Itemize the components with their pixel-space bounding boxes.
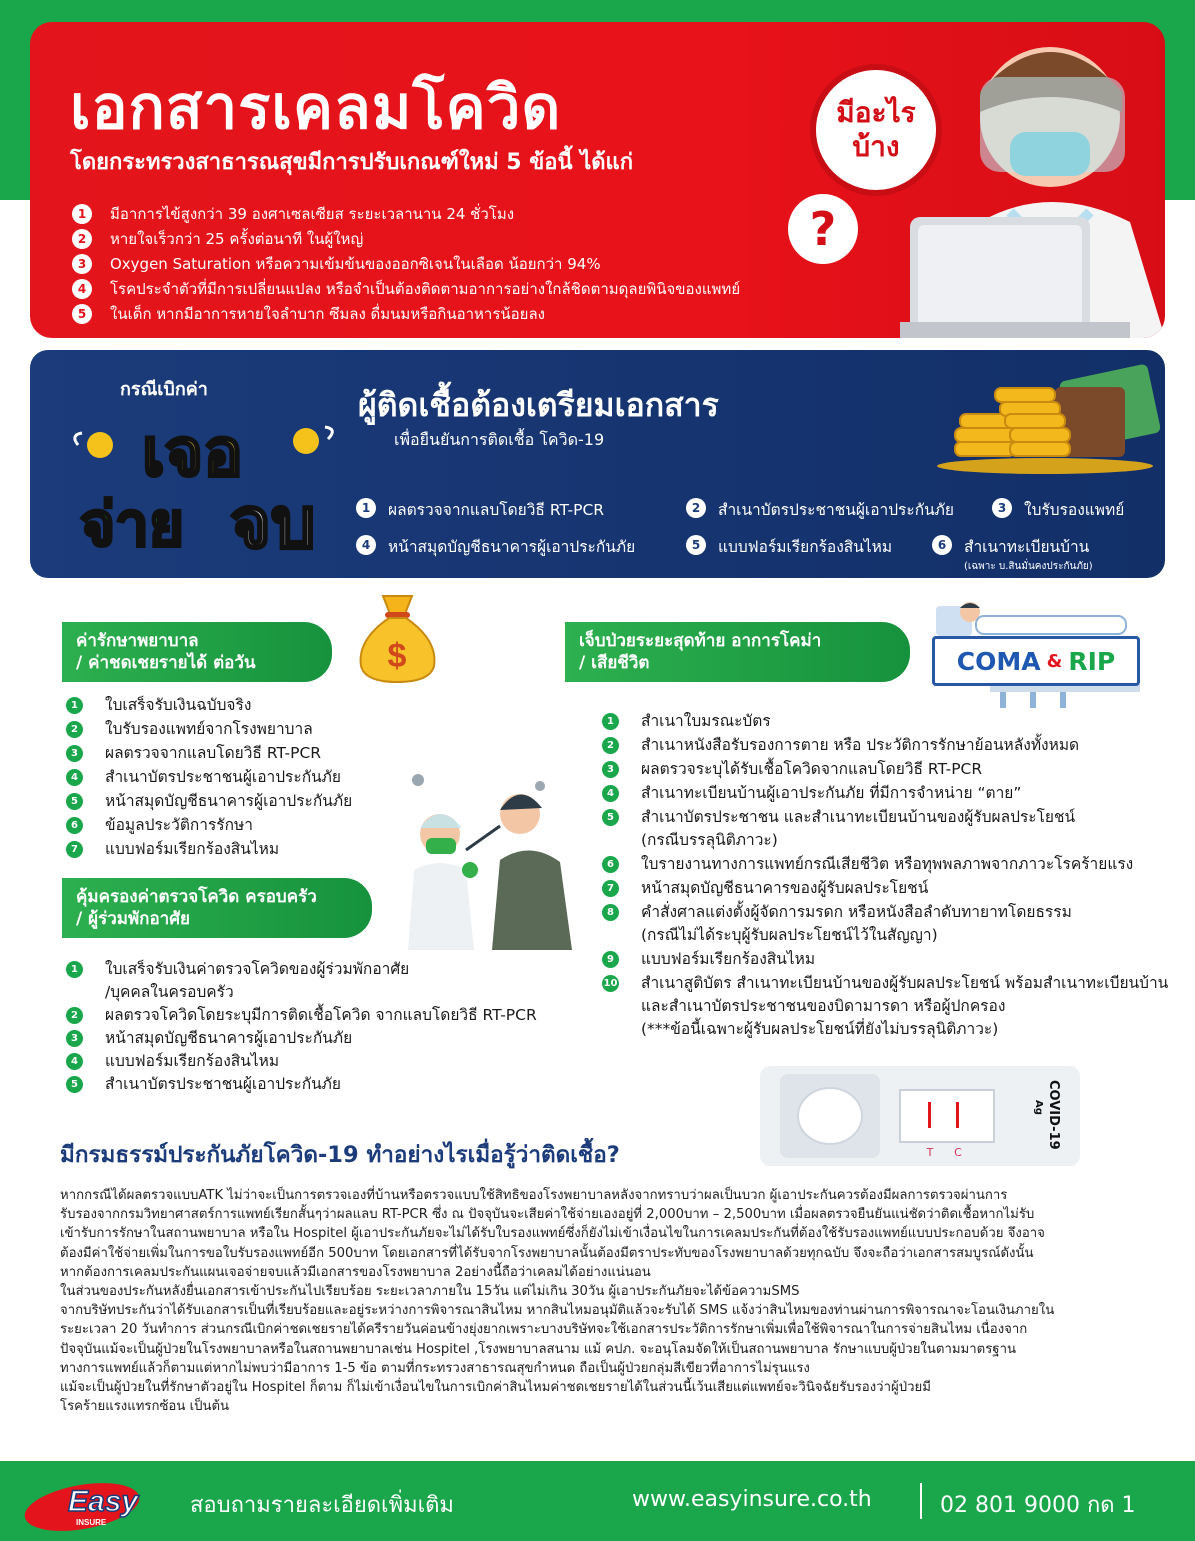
- number-badge: 1: [66, 961, 83, 978]
- item-text-block: [105, 1004, 537, 1027]
- item-text-cont: และสำเนาบัตรประชาชนของบิดามารดา หรือผู้ปกครอง: [641, 997, 1006, 1015]
- number-badge: 5: [602, 809, 619, 826]
- article-line: ต้องมีค่าใช้จ่ายเพิ่มในการขอใบรับรองแพทย์อีก 500บาท โดยเอกสารที่ได้รับจากโรงพยาบาลนั้นต้องมีตราประทับของโรงพยาบาลด้วยทุกฉบับ จึงจะถือว่าเอกสารสมบูรณ์ดังนั้น: [60, 1245, 1034, 1261]
- support-agent-illustration: [860, 22, 1165, 338]
- hospital-heading: ค่ารักษาพยาบาล / ค่าชดเชยรายได้ ต่อวัน: [62, 622, 332, 682]
- terminal-list: [602, 710, 1168, 1042]
- hospital-item: [66, 790, 352, 813]
- money-bag-icon: [355, 590, 440, 685]
- number-badge: 6: [602, 856, 619, 873]
- number-badge: 3: [602, 761, 619, 778]
- terminal-item: [602, 901, 1168, 947]
- number-badge: 1: [66, 697, 83, 714]
- logo-easy: Easy: [68, 1485, 139, 1518]
- item-text: คำสั่งศาลแต่งตั้งผู้จัดการมรดก หรือหนังสือลำดับทายาทโดยธรรม: [641, 903, 1072, 921]
- item-text-block: [105, 742, 321, 765]
- logo-job: จบ: [230, 484, 316, 555]
- item-text-block: [641, 877, 928, 900]
- terminal-heading: เจ็บป่วยระยะสุดท้าย อาการโคม่า / เสียชีวิต: [565, 622, 910, 682]
- criteria-text: ในเด็ก หากมีอาการหายใจลำบาก ซึมลง ดื่มนมหรือกินอาหารน้อยลง: [110, 305, 545, 323]
- item-text: ผลตรวจจากแลบโดยวิธี RT-PCR: [105, 744, 322, 762]
- atk-c: C: [954, 1146, 962, 1159]
- item-text-cont: (กรณีไม่ได้ระบุผู้รับผลประโยชน์ไว้ในสัญญา): [641, 926, 938, 944]
- item-text-block: [641, 734, 1079, 757]
- criteria-item: [72, 252, 740, 276]
- number-badge: 4: [72, 279, 92, 299]
- item-text-block: [641, 758, 982, 781]
- item-text-block: [105, 814, 253, 837]
- item-text-cont: /บุคคลในครอบครัว: [105, 983, 234, 1001]
- item-text: แบบฟอร์มเรียกร้องสินไหม: [641, 950, 816, 968]
- number-badge: 3: [66, 745, 83, 762]
- coma-rip-badge: COMA & RIP: [932, 636, 1140, 686]
- article-line: หากต้องการเคลมประกันแผนเจอจ่ายจบแล้วมีเอกสารของโรงพยาบาล 2อย่างนี้ถือว่าเคลมได้อย่างแน่นอน: [60, 1264, 651, 1280]
- atk-label2: Ag: [1033, 1100, 1044, 1115]
- svg-text:$: $: [387, 637, 407, 675]
- criteria-item: [72, 302, 740, 326]
- easy-insure-logo: [20, 1469, 170, 1535]
- infected-doc-1: 1 ผลตรวจจากแลบโดยวิธี RT-PCR: [356, 497, 604, 522]
- number-badge: 7: [602, 880, 619, 897]
- item-text-block: [641, 806, 1075, 852]
- phone-link[interactable]: 02 801 9000 กด 1: [940, 1493, 1136, 1518]
- number-badge: 8: [602, 904, 619, 921]
- family-item: [66, 1004, 537, 1027]
- article-line: เข้ารับการรักษาในสถานพยาบาล หรือใน Hospitel ผู้เอาประกันภัยจะไม่ได้รับใบรองแพทย์ซึ่งก็ยังไม่เข้าเงื่อนไขในการเคลมประกันที่ต้องใช้รับรองแพทย์แบบประกอบด้วย จึงอาจ: [60, 1226, 1045, 1242]
- number-badge: 5: [66, 793, 83, 810]
- article-line: ปัจจุบันแม้จะเป็นผู้ป่วยในโรงพยาบาลหรือในสถานพยาบาลเช่น Hospitel ,โรงพยาบาลสนาม แม้ คปภ. จะอนุโลมจัดให้เป็นสถานพยาบาล รักษาแบบผู้ป่วยในตามมาตรฐาน: [60, 1341, 1016, 1357]
- number-badge: 2: [66, 721, 83, 738]
- item-text: ใบเสร็จรับเงินค่าตรวจโควิดของผู้ร่วมพักอาศัย: [105, 960, 410, 978]
- atk-test-kit-illustration: [760, 1066, 1080, 1166]
- item-text: ใบรายงานทางการแพทย์กรณีเสียชีวิต หรือทุพพลภาพจากภาวะโรคร้ายแรง: [641, 855, 1134, 873]
- item-text: สำเนาบัตรประชาชนผู้เอาประกันภัย: [105, 768, 341, 786]
- item-text: หน้าสมุดบัญชีธนาคารผู้เอาประกันภัย: [105, 1029, 353, 1047]
- terminal-item: [602, 710, 1168, 733]
- item-text-block: [105, 718, 313, 741]
- criteria-text: Oxygen Saturation หรือความเข้มข้นของออกซิเจนในเลือด น้อยกว่า 94%: [110, 255, 601, 273]
- bubble-text: มีอะไรบ้าง: [836, 96, 916, 163]
- item-text-block: [641, 710, 771, 733]
- infected-docs-panel: [30, 350, 1165, 578]
- item-text: สำเนาหนังสือรับรองการตาย หรือ ประวัติการรักษาย้อนหลังทั้งหมด: [641, 736, 1080, 754]
- number-badge: 6: [66, 817, 83, 834]
- family-item: [66, 1027, 537, 1050]
- infected-doc-3: 3 ใบรับรองแพทย์: [992, 497, 1124, 522]
- terminal-item: [602, 948, 1168, 971]
- family-item: [66, 1073, 537, 1096]
- logo-insure: INSURE: [76, 1518, 107, 1527]
- item-text-block: [105, 790, 352, 813]
- criteria-item: [72, 202, 740, 226]
- item-text-block: [105, 838, 279, 861]
- atk-t: T: [926, 1146, 934, 1159]
- item-text: หน้าสมุดบัญชีธนาคารผู้เอาประกันภัย: [105, 792, 353, 810]
- article-line: จากบริษัทประกันว่าได้รับเอกสารเป็นที่เรียบร้อยและอยู่ระหว่างการพิจารณาสินไหม หากสินไหมอนุมัติแล้วจะรับได้ SMS แจ้งว่าสินไหมของท่านผ่านการพิจารณาจะโอนเงินภายใน: [60, 1303, 1055, 1319]
- coins-money-illustration: [935, 362, 1160, 477]
- infected-doc-2: 2 สำเนาบัตรประชาชนผู้เอาประกันภัย: [686, 497, 954, 522]
- number-badge: 5: [72, 304, 92, 324]
- item-text-block: [641, 782, 1021, 805]
- criteria-text: หายใจเร็วกว่า 25 ครั้งต่อนาที ในผู้ใหญ่: [110, 230, 364, 248]
- criteria-item: [72, 277, 740, 301]
- article-line: หากกรณีได้ผลตรวจแบบATK ไม่ว่าจะเป็นการตรวจเองที่บ้านหรือตรวจแบบใช้สิทธิของโรงพยาบาลหลังจากทราบว่าผลเป็นบวก ผู้เอาประกันควรต้องมีผลการตรวจผ่านการ: [60, 1188, 1008, 1203]
- terminal-item: [602, 758, 1168, 781]
- number-badge: 1: [72, 204, 92, 224]
- item-text: ผลตรวจโควิดโดยระบุมีการติดเชื้อโควิด จากแลบโดยวิธี RT-PCR: [105, 1006, 537, 1024]
- criteria-list: [72, 202, 740, 327]
- covid-swab-test-illustration: [400, 770, 580, 950]
- item-text-block: [105, 694, 251, 717]
- terminal-item: [602, 853, 1168, 876]
- number-badge: 10: [602, 975, 619, 992]
- family-item: [66, 1050, 537, 1073]
- criteria-text: มีอาการไข้สูงกว่า 39 องศาเซลเซียส ระยะเวลานาน 24 ชั่วโมง: [110, 205, 515, 223]
- infected-doc-5: 5 แบบฟอร์มเรียกร้องสินไหม: [686, 534, 892, 559]
- number-badge: 2: [602, 737, 619, 754]
- question-mark-icon: ?: [788, 194, 858, 264]
- item-text: ผลตรวจระบุได้รับเชื้อโควิดจากแลบโดยวิธี RT-PCR: [641, 760, 983, 778]
- family-heading: คุ้มครองค่าตรวจโควิด ครอบครัว / ผู้ร่วมพักอาศัย: [62, 878, 372, 938]
- article-title: มีกรมธรรม์ประกันภัยโควิด-19 ทำอย่างไรเมื่อรู้ว่าติดเชื้อ?: [60, 1142, 620, 1168]
- item-text: ใบรับรองแพทย์จากโรงพยาบาล: [105, 720, 313, 738]
- item-text: ใบเสร็จรับเงินฉบับจริง: [105, 696, 252, 714]
- number-badge: 4: [602, 785, 619, 802]
- number-badge: 5: [66, 1076, 83, 1093]
- hospital-item: [66, 718, 352, 741]
- hospital-item: [66, 814, 352, 837]
- number-badge: 2: [72, 229, 92, 249]
- item-text-cont: (กรณีบรรลุนิติภาวะ): [641, 831, 778, 849]
- hospital-item: [66, 742, 352, 765]
- criteria-panel: [30, 22, 1165, 338]
- article-line: ทางการแพทย์แล้วก็ตามแต่หากไม่พบว่ามีอาการ 1-5 ข้อ ตามที่กระทรวงสาธารณสุขกำหนด ถือเป็นผู้ป่วยกลุ่มสีเขียวที่อาการไม่รุนแรง: [60, 1360, 810, 1376]
- terminal-item: [602, 734, 1168, 757]
- number-badge: 2: [66, 1007, 83, 1024]
- item-text: สำเนาบัตรประชาชนผู้เอาประกันภัย: [105, 1075, 341, 1093]
- atk-label1: COVID-19: [1046, 1080, 1061, 1150]
- infected-subtitle: เพื่อยืนยันการติดเชื้อ โควิด-19: [394, 430, 605, 449]
- case-label: กรณีเบิกค่า: [120, 379, 208, 400]
- item-text-block: [105, 958, 409, 1004]
- number-badge: 3: [72, 254, 92, 274]
- number-badge: 9: [602, 951, 619, 968]
- item-text-block: [105, 1050, 279, 1073]
- logo-jai: จ่าย: [80, 491, 185, 555]
- article-line: โรคร้ายแรงแทรกซ้อน เป็นต้น: [60, 1399, 230, 1415]
- article-line: แม้จะเป็นผู้ป่วยในที่รักษาตัวอยู่ใน Hospitel ก็ตาม ก็ไม่เข้าเงื่อนไขในการเบิกค่าสินไหมค่าชดเชยรายได้ในส่วนนี้เว้นเสียแต่แพทย์จะวินิจฉัยรับรองว่าผู้ป่วยมี: [60, 1380, 931, 1396]
- infected-title: ผู้ติดเชื้อต้องเตรียมเอกสาร: [358, 386, 719, 424]
- terminal-item: [602, 782, 1168, 805]
- item-text: หน้าสมุดบัญชีธนาคารของผู้รับผลประโยชน์: [641, 879, 929, 897]
- terminal-item: [602, 972, 1168, 1041]
- number-badge: 3: [66, 1030, 83, 1047]
- hospital-list: [66, 694, 352, 862]
- hospital-item: [66, 838, 352, 861]
- terminal-item: [602, 806, 1168, 852]
- family-item: [66, 958, 537, 1004]
- item-text-block: [641, 972, 1168, 1041]
- criteria-text: โรคประจำตัวที่มีการเปลี่ยนแปลง หรือจำเป็นต้องติดตามอาการอย่างใกล้ชิดตามดุลยพินิจของแพทย์: [110, 280, 741, 298]
- page-title: เอกสารเคลมโควิด: [70, 73, 562, 143]
- article-line: รับรองจากกรมวิทยาศาสตร์การแพทย์เรียกสั้นๆว่าผลแลบ RT-PCR ซึ่ง ณ ปัจจุบันจะเสียค่าใช้จ่ายเองอยู่ที่ 2,000บาท – 2,500บาท เมื่อผลตรวจยืนยันแน่ชัดว่าติดเชื้อหากไม่รับ: [60, 1207, 1035, 1223]
- footer: [0, 1461, 1195, 1541]
- item-text-block: [105, 1073, 341, 1096]
- item-text: สำเนาทะเบียนบ้านผู้เอาประกันภัย ที่มีการจำหน่าย “ตาย”: [641, 784, 1022, 802]
- item-text: สำเนาบัตรประชาชน และสำเนาทะเบียนบ้านของผู้รับผลประโยชน์: [641, 808, 1076, 826]
- hospital-item: [66, 694, 352, 717]
- page-subtitle: โดยกระทรวงสาธารณสุขมีการปรับเกณฑ์ใหม่ 5 ข้อนี้ ได้แก่: [70, 150, 634, 175]
- number-badge: 4: [66, 769, 83, 786]
- number-badge: 1: [602, 713, 619, 730]
- jer-jai-job-logo: [70, 405, 340, 555]
- item-text: สำเนาใบมรณะบัตร: [641, 712, 771, 730]
- item-text: ข้อมูลประวัติการรักษา: [105, 816, 253, 834]
- item-text: แบบฟอร์มเรียกร้องสินไหม: [105, 1052, 280, 1070]
- item-text-block: [641, 853, 1133, 876]
- item-text: แบบฟอร์มเรียกร้องสินไหม: [105, 840, 280, 858]
- hospital-item: [66, 766, 352, 789]
- website-link[interactable]: www.easyinsure.co.th: [632, 1487, 872, 1512]
- article-body: [60, 1186, 1140, 1416]
- doc-note: (เฉพาะ บ.สินมั่นคงประกันภัย): [964, 561, 1093, 572]
- footer-divider: [920, 1483, 922, 1519]
- item-text-block: [641, 901, 1072, 947]
- article-line: ในส่วนของประกันหลังยื่นเอกสารเข้าประกันไปเรียบร้อย ระยะเวลาภายใน 15วัน แต่ไม่เกิน 30วัน ผู้เอาประกันภัยจะได้ข้อความSMS: [60, 1284, 800, 1300]
- footer-ask-text: สอบถามรายละเอียดเพิ่มเติม: [190, 1493, 454, 1518]
- family-list: [66, 958, 537, 1096]
- number-badge: 7: [66, 841, 83, 858]
- item-text: สำเนาสูติบัตร สำเนาทะเบียนบ้านของผู้รับผลประโยชน์ พร้อมสำเนาทะเบียนบ้าน: [641, 974, 1169, 992]
- infected-doc-6: 6 สำเนาทะเบียนบ้าน (เฉพาะ บ.สินมั่นคงประกันภัย): [932, 534, 1093, 574]
- article-line: ระยะเวลา 20 วันทำการ ส่วนกรณีเบิกค่าชดเชยรายได้ครีรายวันค่อนข้างยุ่งยากเพราะบางบริษัทจะใช้เอกสารประวัติการรักษาเพิ่มเพื่อใช้พิจารณาในการจ่ายสินไหม เนื่องจาก: [60, 1322, 1028, 1338]
- item-text-block: [105, 766, 341, 789]
- logo-jer: เจอ: [142, 415, 243, 489]
- number-badge: 4: [66, 1053, 83, 1070]
- criteria-item: [72, 227, 740, 251]
- item-text-block: [641, 948, 815, 971]
- infected-doc-4: 4 หน้าสมุดบัญชีธนาคารผู้เอาประกันภัย: [356, 534, 635, 559]
- terminal-item: [602, 877, 1168, 900]
- item-text-cont: (***ข้อนี้เฉพาะผู้รับผลประโยชน์ที่ยังไม่บรรลุนิติภาวะ): [641, 1020, 999, 1038]
- item-text-block: [105, 1027, 352, 1050]
